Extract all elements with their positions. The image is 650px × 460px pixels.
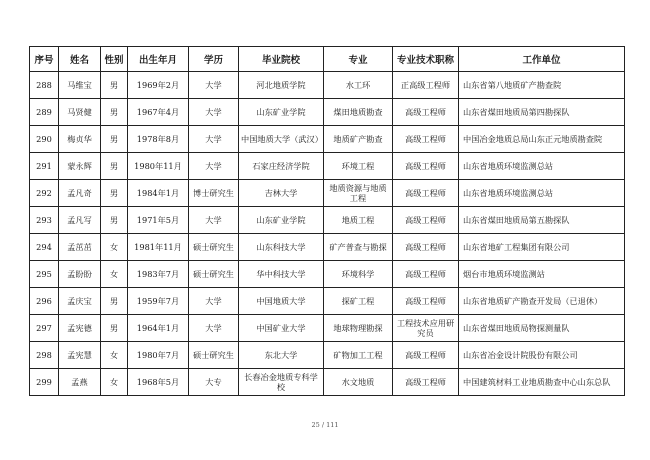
cell-education: 硕士研究生 [189,234,239,261]
cell-workplace: 山东省地矿工程集团有限公司 [459,234,625,261]
cell-title: 高级工程师 [393,207,459,234]
cell-name: 孟燕 [59,369,101,396]
cell-name: 孟宪德 [59,315,101,342]
cell-name: 孟庆宝 [59,288,101,315]
cell-major: 地球物理勘探 [324,315,393,342]
cell-seq: 296 [30,288,59,315]
cell-name: 马贤健 [59,99,101,126]
cell-gender: 女 [101,234,128,261]
cell-seq: 293 [30,207,59,234]
table-row [30,288,625,315]
header-col-seq: 序号 [30,47,59,72]
table-row [30,369,625,396]
cell-birth: 1980年7月 [128,342,189,369]
cell-school: 石家庄经济学院 [239,153,324,180]
cell-school: 中国矿业大学 [239,315,324,342]
cell-education: 大学 [189,72,239,99]
cell-title: 高级工程师 [393,261,459,288]
cell-seq: 289 [30,99,59,126]
cell-birth: 1964年1月 [128,315,189,342]
cell-school: 山东矿业学院 [239,99,324,126]
cell-major: 地质矿产勘查 [324,126,393,153]
cell-education: 大学 [189,288,239,315]
table-row [30,72,625,99]
cell-title: 高级工程师 [393,342,459,369]
cell-title: 高级工程师 [393,288,459,315]
cell-gender: 女 [101,342,128,369]
cell-school: 华中科技大学 [239,261,324,288]
cell-workplace: 山东省地质矿产勘查开发局（已退休） [459,288,625,315]
cell-gender: 男 [101,180,128,207]
cell-education: 大学 [189,99,239,126]
cell-title: 高级工程师 [393,153,459,180]
cell-gender: 男 [101,315,128,342]
cell-birth: 1984年1月 [128,180,189,207]
cell-seq: 292 [30,180,59,207]
cell-title: 高级工程师 [393,180,459,207]
header-col-title: 专业技术职称 [393,47,459,72]
cell-workplace: 山东省地质环境监测总站 [459,180,625,207]
cell-workplace: 山东省第八地质矿产勘查院 [459,72,625,99]
cell-seq: 298 [30,342,59,369]
cell-birth: 1980年11月 [128,153,189,180]
cell-education: 大学 [189,315,239,342]
header-col-school: 毕业院校 [239,47,324,72]
cell-seq: 297 [30,315,59,342]
cell-workplace: 山东省地质环境监测总站 [459,153,625,180]
cell-gender: 男 [101,72,128,99]
cell-birth: 1967年4月 [128,99,189,126]
cell-title: 高级工程师 [393,369,459,396]
page-footer [0,421,650,429]
cell-major: 水工环 [324,72,393,99]
table-row [30,180,625,207]
cell-title: 高级工程师 [393,126,459,153]
cell-major: 矿产普查与勘探 [324,234,393,261]
cell-title: 工程技术应用研究员 [393,315,459,342]
cell-seq: 291 [30,153,59,180]
cell-workplace: 山东省煤田地质局第五勘探队 [459,207,625,234]
cell-school: 长春冶金地质专科学校 [239,369,324,396]
cell-education: 大学 [189,126,239,153]
table-row [30,234,625,261]
cell-major: 地质资源与地质工程 [324,180,393,207]
cell-name: 孟盼盼 [59,261,101,288]
cell-major: 地质工程 [324,207,393,234]
cell-gender: 女 [101,261,128,288]
cell-name: 梅贞华 [59,126,101,153]
table-row [30,126,625,153]
cell-seq: 295 [30,261,59,288]
cell-workplace: 山东省冶金设计院股份有限公司 [459,342,625,369]
header-col-birth: 出生年月 [128,47,189,72]
cell-seq: 288 [30,72,59,99]
cell-gender: 男 [101,207,128,234]
cell-education: 硕士研究生 [189,261,239,288]
table-body [30,72,625,396]
cell-education: 硕士研究生 [189,342,239,369]
cell-major: 探矿工程 [324,288,393,315]
table-row [30,315,625,342]
cell-major: 矿物加工工程 [324,342,393,369]
cell-name: 孟凡奇 [59,180,101,207]
cell-gender: 男 [101,99,128,126]
cell-education: 博士研究生 [189,180,239,207]
page-separator: / [321,421,325,429]
cell-birth: 1968年5月 [128,369,189,396]
cell-birth: 1969年2月 [128,72,189,99]
table-row [30,342,625,369]
cell-education: 大专 [189,369,239,396]
cell-school: 山东矿业学院 [239,207,324,234]
cell-school: 山东科技大学 [239,234,324,261]
cell-birth: 1978年8月 [128,126,189,153]
cell-seq: 294 [30,234,59,261]
header-col-workplace: 工作单位 [459,47,625,72]
table-row [30,207,625,234]
cell-education: 大学 [189,207,239,234]
table-row [30,99,625,126]
table-row [30,261,625,288]
cell-gender: 男 [101,153,128,180]
header-col-major: 专业 [324,47,393,72]
cell-title: 高级工程师 [393,99,459,126]
cell-workplace: 中国建筑材料工业地质勘查中心山东总队 [459,369,625,396]
table-row [30,153,625,180]
cell-school: 中国地质大学 [239,288,324,315]
cell-major: 水文地质 [324,369,393,396]
cell-major: 环境科学 [324,261,393,288]
cell-workplace: 烟台市地质环境监测站 [459,261,625,288]
page-number: 25 [311,421,320,429]
cell-name: 孟茁茁 [59,234,101,261]
header-col-education: 学历 [189,47,239,72]
cell-gender: 男 [101,126,128,153]
cell-gender: 女 [101,369,128,396]
cell-workplace: 山东省煤田地质局第四勘探队 [459,99,625,126]
cell-birth: 1959年7月 [128,288,189,315]
cell-seq: 290 [30,126,59,153]
cell-gender: 男 [101,288,128,315]
cell-school: 东北大学 [239,342,324,369]
cell-name: 马维宝 [59,72,101,99]
cell-name: 孟凡写 [59,207,101,234]
page-total: 111 [326,421,339,429]
cell-workplace: 山东省煤田地质局物探测量队 [459,315,625,342]
cell-birth: 1981年11月 [128,234,189,261]
cell-name: 孟宪慧 [59,342,101,369]
cell-school: 河北地质学院 [239,72,324,99]
header-col-gender: 性别 [101,47,128,72]
cell-birth: 1971年5月 [128,207,189,234]
personnel-table [29,46,625,396]
table-header-row [30,47,625,72]
cell-major: 煤田地质勘查 [324,99,393,126]
cell-education: 大学 [189,153,239,180]
cell-workplace: 中国冶金地质总局山东正元地质勘查院 [459,126,625,153]
header-col-name: 姓名 [59,47,101,72]
cell-title: 高级工程师 [393,234,459,261]
cell-seq: 299 [30,369,59,396]
cell-name: 蒙永辉 [59,153,101,180]
cell-birth: 1983年7月 [128,261,189,288]
cell-major: 环境工程 [324,153,393,180]
cell-title: 正高级工程师 [393,72,459,99]
cell-school: 中国地质大学（武汉） [239,126,324,153]
cell-school: 吉林大学 [239,180,324,207]
